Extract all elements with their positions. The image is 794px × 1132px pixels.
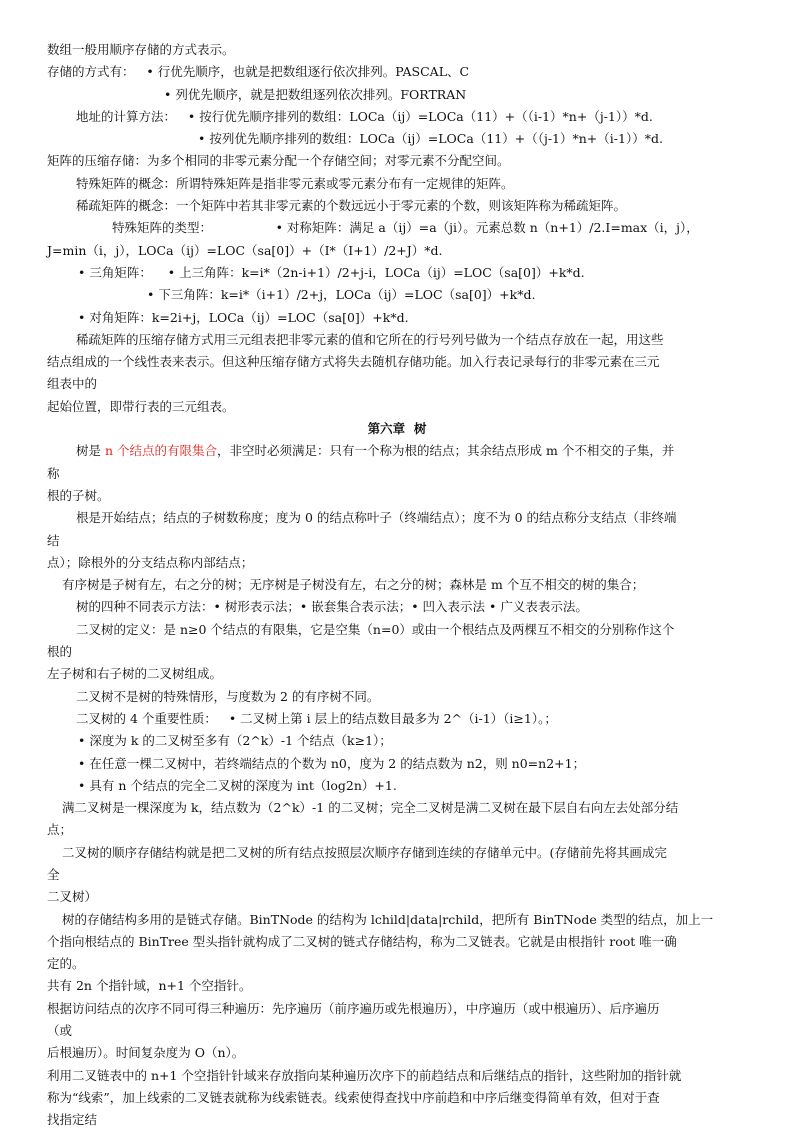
text-line (47, 84, 747, 106)
text-line (47, 307, 747, 329)
document-page (47, 39, 747, 1132)
text-line (47, 596, 747, 618)
text-segment: 点； (47, 822, 73, 838)
text-segment: 结点组成的一个线性表来表示。但这种压缩存储方式将失去随机存储功能。加入行表记录每行的非零元素在三元 (47, 354, 660, 370)
text-line (47, 663, 747, 685)
text-line (47, 819, 747, 841)
text-line (47, 1087, 747, 1109)
text-segment: 共有 2n 个指针域，n+1 个空指针。 (47, 978, 252, 994)
text-line (47, 173, 747, 195)
text-segment: 特殊矩阵的类型： • 对称矩阵：满足 a（ij）=a（ji）。元素总数 n（n+1）/2.I=max（i，j）， (112, 220, 699, 236)
text-segment: 二叉树的 4 个重要性质： • 二叉树上第 i 层上的结点数目最多为 2^（i-1）（i≥1）。； (76, 710, 557, 726)
text-segment: 树是 (76, 443, 105, 459)
text-line (47, 1109, 747, 1131)
text-line (47, 373, 747, 395)
text-line (47, 39, 747, 61)
text-segment: 点）；除根外的分支结点称内部结点； (47, 554, 254, 570)
text-line (47, 574, 747, 596)
text-line (47, 396, 747, 418)
text-line (47, 507, 747, 529)
text-line (47, 530, 747, 552)
text-segment: 根是开始结点；结点的子树数称度；度为 0 的结点称叶子（终端结点）；度不为 0 的结点称分支结点（非终端 (76, 510, 677, 526)
text-line (47, 708, 747, 730)
text-line (47, 195, 747, 217)
text-segment: • 对角矩阵：k=2i+j，LOCa（ij）=LOC（sa[0]）+k*d. (78, 309, 409, 325)
text-segment: 有序树是子树有左，右之分的树；无序树是子树没有左，右之分的树；森林是 m 个互不相交的树的集合； (62, 577, 645, 593)
text-segment: 定的。 (47, 956, 85, 972)
text-line (47, 975, 747, 997)
text-segment: 结 (47, 532, 60, 548)
text-segment: 后根遍历）。时间复杂度为 O（n）。 (47, 1045, 245, 1061)
text-segment: 个指向根结点的 BinTree 型头指针就构成了二叉树的链式存储结构，称为二叉链表。它就是由根指针 root 唯一确 (47, 933, 677, 949)
text-line (47, 440, 747, 462)
text-segment: （或 (47, 1023, 73, 1039)
text-segment: • 按列优先顺序排列的数组：LOCa（ij）=LOCa（11）+（（j-1）*n+（i-1））*d. (198, 131, 663, 147)
text-segment: 稀疏矩阵的概念：一个矩阵中若其非零元素的个数远远小于零元素的个数，则该矩阵称为稀疏矩阵。 (76, 198, 627, 214)
text-segment: 稀疏矩阵的压缩存储方式用三元组表把非零元素的值和它所在的行号列号做为一个结点存放在一起，用这些 (76, 331, 664, 347)
text-segment: 第六章 树 (367, 421, 427, 437)
text-line (47, 753, 747, 775)
text-segment: 矩阵的压缩存储：为多个相同的非零元素分配一个存储空间；对零元素不分配空间。 (47, 153, 510, 169)
text-line (47, 1020, 747, 1042)
text-line (47, 842, 747, 864)
text-line (47, 931, 747, 953)
text-segment: • 具有 n 个结点的完全二叉树的深度为 int（log2n）+1. (78, 777, 397, 793)
text-segment: 找指定结 (47, 1112, 98, 1128)
highlighted-text: n 个结点的有限集合 (104, 443, 218, 459)
text-segment: 数组一般用顺序存储的方式表示。 (47, 42, 235, 57)
chapter-heading (47, 418, 747, 440)
text-segment: 地址的计算方法： • 按行优先顺序排列的数组：LOCa（ij）=LOCa（11）+（（i-1）*n+（j-1））*d. (76, 108, 653, 124)
text-segment: 二叉树的顺序存储结构就是把二叉树的所有结点按照层次顺序存储到连续的存储单元中。(存储前先将其画成完 (62, 844, 667, 860)
text-line (47, 262, 747, 284)
text-segment: • 列优先顺序，就是把数组逐列依次排列。FORTRAN (164, 86, 467, 102)
text-line (47, 240, 747, 262)
text-line (47, 1042, 747, 1064)
text-segment: 特殊矩阵的概念：所谓特殊矩阵是指非零元素或零元素分布有一定规律的矩阵。 (76, 175, 514, 191)
text-line (47, 686, 747, 708)
text-segment: 存储的方式有： • 行优先顺序，也就是把数组逐行依次排列。PASCAL、C (47, 64, 470, 80)
text-line (47, 284, 747, 306)
text-line (47, 953, 747, 975)
text-segment: 满二叉树是一棵深度为 k，结点数为（2^k）-1 的二叉树；完全二叉树是满二叉树在最下层自右向左去处部分结 (62, 800, 679, 816)
text-line (47, 864, 747, 886)
text-line (47, 351, 747, 373)
text-segment: 称为“线索”，加上线索的二叉链表就称为线索链表。线索使得查找中序前趋和中序后继变得简单有效，但对于查 (47, 1089, 660, 1105)
text-segment: 起始位置，即带行表的三元组表。 (47, 398, 235, 414)
text-line (47, 106, 747, 128)
text-line (47, 797, 747, 819)
text-segment: ，非空时必须满足：只有一个称为根的结点；其余结点形成 m 个不相交的子集，并 (217, 443, 675, 459)
text-line (47, 1065, 747, 1087)
text-line (47, 619, 747, 641)
text-line (47, 128, 747, 150)
text-line (47, 329, 747, 351)
text-segment: 根的 (47, 644, 73, 660)
text-line (47, 150, 747, 172)
text-line (47, 217, 747, 239)
text-segment: 二叉树的定义：是 n≥0 个结点的有限集，它是空集（n=0）或由一个根结点及两棵互不相交的分别称作这个 (76, 621, 675, 637)
text-segment: 二叉树） (47, 889, 98, 905)
text-segment: 全 (47, 866, 60, 882)
text-segment: 树的存储结构多用的是链式存储。BinTNode 的结构为 lchild|data|rchild，把所有 BinTNode 类型的结点，加上一 (62, 911, 714, 927)
text-segment: 利用二叉链表中的 n+1 个空指针针域来存放指向某种遍历次序下的前趋结点和后继结点的指针，这些附加的指针就 (47, 1067, 682, 1083)
text-segment: 根的子树。 (47, 487, 110, 503)
text-line (47, 998, 747, 1020)
text-line (47, 730, 747, 752)
text-segment: 组表中的 (47, 376, 98, 392)
text-line (47, 886, 747, 908)
text-segment: 左子树和右子树的二叉树组成。 (47, 666, 223, 682)
text-segment: • 深度为 k 的二叉树至多有（2^k）-1 个结点（k≥1）； (78, 733, 392, 749)
text-line (47, 775, 747, 797)
text-segment: 根据访问结点的次序不同可得三种遍历：先序遍历（前序遍历或先根遍历），中序遍历（或中根遍历）、后序遍历 (47, 1000, 660, 1016)
text-line (47, 463, 747, 485)
text-line (47, 552, 747, 574)
text-line (47, 909, 747, 931)
text-segment: 二叉树不是树的特殊情形，与度数为 2 的有序树不同。 (76, 688, 380, 704)
text-segment: • 下三角阵：k=i*（i+1）/2+j，LOCa（ij）=LOC（sa[0]）+k*d. (147, 287, 536, 303)
text-line (47, 61, 747, 83)
text-segment: • 三角矩阵： • 上三角阵：k=i*（2n-i+1）/2+j-i，LOCa（ij）=LOC（sa[0]）+k*d. (78, 264, 585, 280)
text-segment: 称 (47, 465, 60, 481)
text-segment: 树的四种不同表示方法：• 树形表示法；• 嵌套集合表示法；• 凹入表示法 • 广义表表示法。 (76, 599, 588, 615)
text-segment: J=min（i，j），LOCa（ij）=LOC（sa[0]）+（I*（I+1）/2+J）*d. (47, 242, 443, 258)
text-line (47, 485, 747, 507)
text-line (47, 641, 747, 663)
text-segment: • 在任意一棵二叉树中，若终端结点的个数为 n0，度为 2 的结点数为 n2，则 n0=n2+1； (78, 755, 586, 771)
